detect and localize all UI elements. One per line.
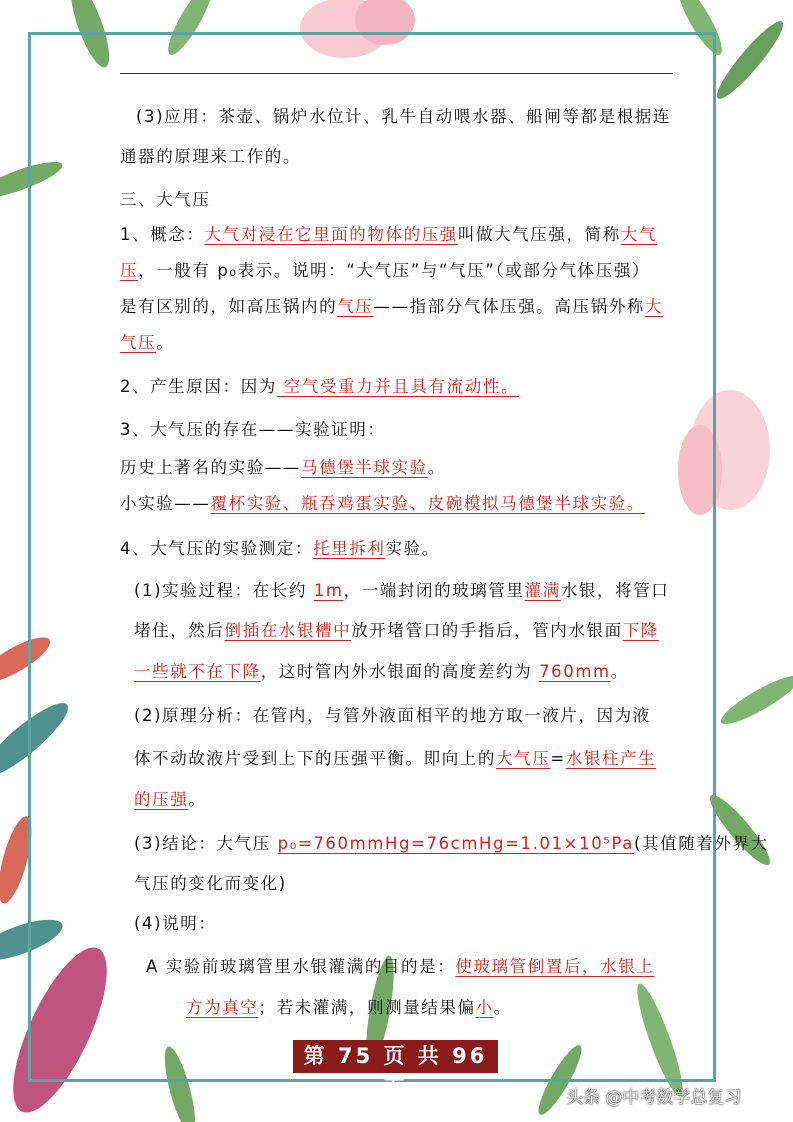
text-segment: 体不动故液片受到上下的压强平衡。即向上的 xyxy=(134,749,496,768)
page-number-badge: 第 75 页 共 96 页 xyxy=(293,1040,498,1073)
text-line xyxy=(120,146,301,168)
highlighted-answer: 大 xyxy=(644,297,664,316)
text-segment: 叫做大气压强，简称 xyxy=(457,225,621,244)
highlighted-answer: 马德堡半球实验 xyxy=(301,458,428,477)
text-segment: 气压的变化而变化) xyxy=(134,874,287,893)
text-segment: 。 xyxy=(156,333,175,352)
text-segment: (3)结论：大气压 xyxy=(134,834,278,853)
highlighted-answer: 水银柱产生 xyxy=(565,749,657,768)
highlighted-answer: 压 xyxy=(120,261,139,280)
text-segment: 4、大气压的实验测定： xyxy=(120,539,314,558)
header-divider xyxy=(120,73,673,74)
highlighted-answer: 的压强 xyxy=(134,790,189,809)
text-segment: 。 xyxy=(493,998,512,1017)
highlighted-answer: 大气压 xyxy=(496,749,551,768)
highlighted-answer: 灌满 xyxy=(524,581,561,600)
text-line xyxy=(134,833,769,855)
text-line xyxy=(120,376,519,398)
highlighted-answer: 小 xyxy=(475,998,494,1017)
watermark: 头条 @中考数学总复习 xyxy=(566,1088,742,1108)
highlighted-answer: 760mm xyxy=(539,662,611,681)
highlighted-answer: 大气 xyxy=(620,225,658,244)
text-segment: ；若未灌满，则测量结果偏 xyxy=(258,998,476,1017)
text-line xyxy=(120,189,211,211)
text-line xyxy=(120,493,645,515)
text-segment: ——指部分气体压强。高压锅外称 xyxy=(373,297,645,316)
text-line xyxy=(134,705,651,727)
text-segment: 历史上著名的实验—— xyxy=(120,458,301,477)
text-line xyxy=(134,873,287,895)
highlighted-answer: 气压 xyxy=(337,297,374,316)
text-line xyxy=(120,538,440,560)
highlighted-answer: 下降 xyxy=(622,621,659,640)
text-segment: 小实验—— xyxy=(120,494,211,513)
highlighted-answer: 1m xyxy=(313,581,344,600)
text-line xyxy=(120,260,650,282)
text-segment: 。 xyxy=(427,458,446,477)
text-segment: (3)应用：茶壶、锅炉水位计、乳牛自动喂水器、船闸等都是根据连 xyxy=(136,107,671,126)
highlighted-answer: 倒插在水银槽中 xyxy=(224,621,352,640)
text-line xyxy=(120,419,386,441)
highlighted-answer: 使玻璃管倒置后，水银上 xyxy=(455,957,655,976)
text-segment: 。 xyxy=(610,662,629,681)
highlighted-answer: 空气受重力并且具有流动性。 xyxy=(276,377,520,396)
text-line xyxy=(120,224,657,246)
text-segment: = xyxy=(550,749,566,768)
text-segment: 。 xyxy=(188,790,207,809)
text-line xyxy=(134,748,656,770)
text-segment: 1、概念： xyxy=(120,225,205,244)
text-segment: 水银，将管口 xyxy=(560,581,670,600)
highlighted-answer: 大气对浸在它里面的物体的压强 xyxy=(204,225,458,244)
text-line xyxy=(134,789,206,811)
text-segment: 实验。 xyxy=(385,539,440,558)
text-segment: 堵住，然后 xyxy=(134,621,225,640)
text-line xyxy=(120,332,174,354)
highlighted-answer: 托里拆利 xyxy=(313,539,386,558)
text-segment: 通器的原理来工作的。 xyxy=(120,147,301,166)
text-line xyxy=(120,457,446,479)
text-segment: A 实验前玻璃管里水银灌满的目的是： xyxy=(146,957,456,976)
text-segment: 三、大气压 xyxy=(120,190,211,209)
text-line xyxy=(134,620,659,642)
text-line xyxy=(120,296,663,318)
text-segment: 3、大气压的存在——实验证明： xyxy=(120,420,386,439)
highlighted-answer: 覆杯实验、瓶吞鸡蛋实验、皮碗模拟马德堡半球实验。 xyxy=(210,494,645,513)
text-segment: ，这时管内外水银面的高度差约为 xyxy=(260,662,540,681)
text-line xyxy=(186,997,512,1019)
highlighted-answer: p₀=760mmHg=76cmHg=1.01×10⁵Pa xyxy=(277,834,635,853)
highlighted-answer: 方为真空 xyxy=(186,998,259,1017)
text-segment: (4)说明： xyxy=(134,914,217,933)
text-line xyxy=(134,661,629,683)
text-line xyxy=(146,956,654,978)
text-segment: 是有区别的，如高压锅内的 xyxy=(120,297,338,316)
text-segment: 放开堵管口的手指后，管内水银面 xyxy=(351,621,623,640)
text-segment: ，一般有 p₀表示。说明：“大气压”与“气压”（或部分气体压强） xyxy=(138,261,651,280)
text-segment: (其值随着外界大 xyxy=(634,834,769,853)
text-line xyxy=(134,580,669,602)
text-segment: (1)实验过程：在长约 xyxy=(134,581,314,600)
text-line xyxy=(134,913,216,935)
text-line xyxy=(136,106,671,128)
text-segment: ，一端封闭的玻璃管里 xyxy=(343,581,525,600)
text-segment: (2)原理分析：在管内，与管外液面相平的地方取一液片，因为液 xyxy=(134,706,651,725)
highlighted-answer: 气压 xyxy=(120,333,157,352)
highlighted-answer: 一些就不在下降 xyxy=(134,662,261,681)
text-segment: 2、产生原因：因为 xyxy=(120,377,277,396)
